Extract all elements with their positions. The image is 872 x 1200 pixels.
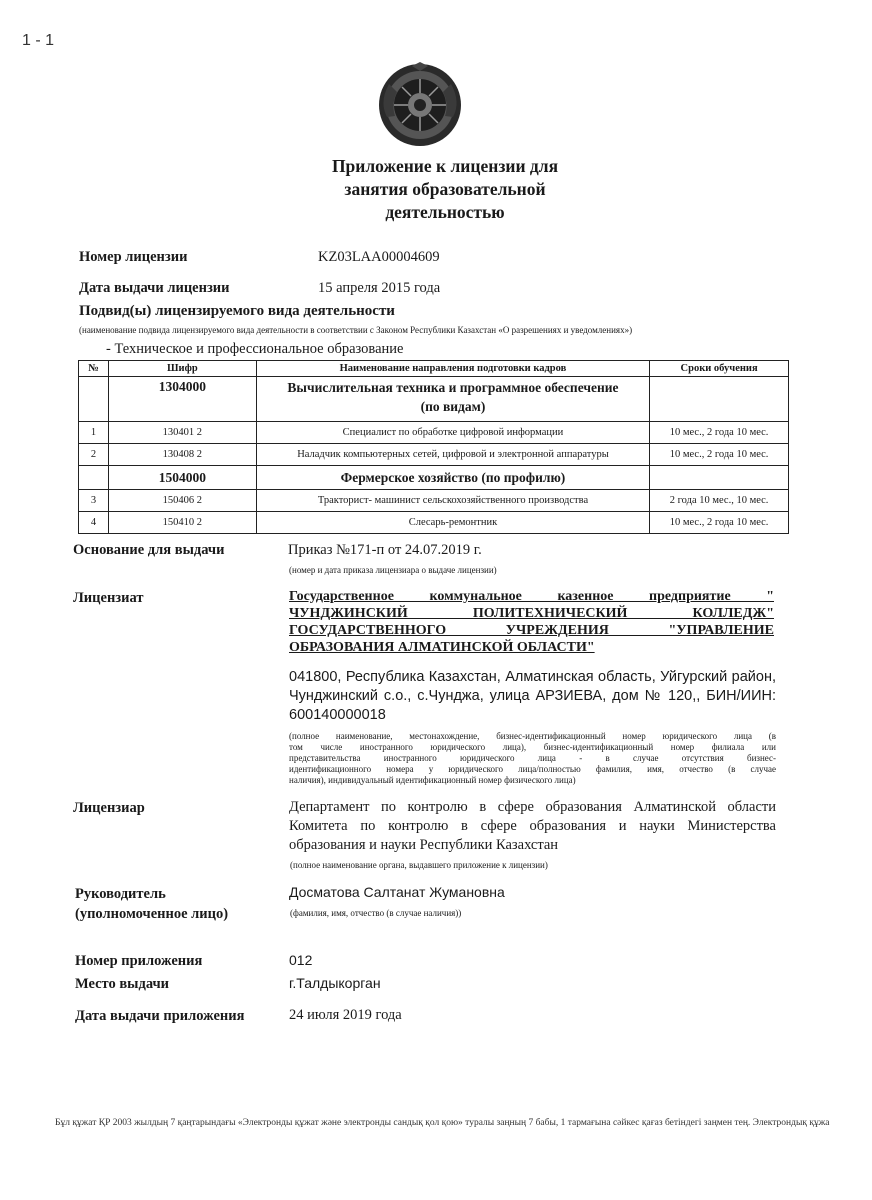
- licensee-address-line-1: 041800, Республика Казахстан, Алматинская область, Уйгурский район,: [289, 669, 776, 685]
- state-emblem-icon: [377, 62, 463, 148]
- appendix-number-value: 012: [289, 952, 313, 968]
- licensee-note-line-5: наличия), индивидуальный идентификационный номер физического лица): [289, 775, 576, 785]
- row-term: 10 мес., 2 года 10 мес.: [650, 444, 789, 466]
- table-row: [79, 444, 789, 466]
- license-date-value: 15 апреля 2015 года: [318, 280, 441, 296]
- licensee-note-line-2: том числе иностранного юридического лица), бизнес-идентификационный номер филиала или: [289, 742, 776, 752]
- head-label-line-2: (уполномоченное лицо): [75, 906, 229, 922]
- licensee-name-line-1: Государственное коммунальное казенное предприятие ": [289, 589, 774, 604]
- basis-label: Основание для выдачи: [73, 542, 225, 558]
- licensee-name: [289, 588, 774, 656]
- table-group-row: [79, 377, 789, 422]
- license-date-label: Дата выдачи лицензии: [79, 280, 230, 296]
- licensee-address-line-3: 600140000018: [289, 707, 386, 723]
- table-row: [79, 422, 789, 444]
- table-row: [79, 490, 789, 512]
- head-label: [75, 884, 228, 924]
- col-header-term: Сроки обучения: [650, 361, 789, 377]
- footer-legal-note: Бұл құжат ҚР 2003 жылдың 7 қаңтарындағы «Электронды құжат және электронды сандық қол қою» туралы заңның 7 бабы, 1 тармағына сәйкес қағаз бетіндегі заңмен тең. Электрондық құжа: [55, 1118, 830, 1128]
- document-title: [230, 155, 660, 224]
- licensee-note-line-1: (полное наименование, местонахождение, бизнес-идентификационный номер юридического лица (в: [289, 731, 776, 741]
- row-no: 3: [79, 490, 109, 512]
- licensee-name-line-3: ГОСУДАРСТВЕННОГО УЧРЕЖДЕНИЯ "УПРАВЛЕНИЕ: [289, 623, 774, 638]
- license-number-value: KZ03LAA00004609: [318, 249, 440, 265]
- licensor-line-2: Комитета по контролю в сфере образования и науки Министерства: [289, 818, 776, 834]
- col-header-code: Шифр: [108, 361, 256, 377]
- licensee-name-line-2: ЧУНДЖИНСКИЙ ПОЛИТЕХНИЧЕСКИЙ КОЛЛЕДЖ": [289, 606, 774, 621]
- specialties-table: [78, 360, 789, 534]
- col-header-name: Наименование направления подготовки кадров: [256, 361, 649, 377]
- appendix-place-label: Место выдачи: [75, 976, 170, 992]
- basis-note: (номер и дата приказа лицензиара о выдаче лицензии): [289, 565, 497, 575]
- licensor-note: (полное наименование органа, выдавшего приложение к лицензии): [290, 860, 548, 870]
- licensee-address-line-2: Чунджинский с.о., с.Чунджа, улица АРЗИЕВА, дом № 120,, БИН/ИИН:: [289, 688, 776, 704]
- appendix-number-label: Номер приложения: [75, 953, 203, 969]
- licensor-line-3: образования и науки Республики Казахстан: [289, 837, 559, 853]
- licensee-address: [289, 668, 776, 725]
- subtype-value: - Техническое и профессиональное образование: [106, 341, 404, 357]
- row-code: 150410 2: [108, 512, 256, 534]
- row-name: Специалист по обработке цифровой информации: [256, 422, 649, 444]
- col-header-no: №: [79, 361, 109, 377]
- appendix-date-label: Дата выдачи приложения: [75, 1008, 245, 1024]
- licensee-note: [289, 731, 776, 786]
- table-header-row: [79, 361, 789, 377]
- row-term: 2 года 10 мес., 10 мес.: [650, 490, 789, 512]
- licensor-line-1: Департамент по контролю в сфере образования Алматинской области: [289, 799, 776, 815]
- table-row: [79, 512, 789, 534]
- licensee-note-line-3: представительства иностранного юридического лица - в случае отсутствия бизнес-: [289, 753, 776, 763]
- head-value: Досматова Салтанат Жумановна: [289, 884, 505, 900]
- group-name-line-2: (по видам): [420, 399, 486, 414]
- licensor-value: [289, 798, 776, 855]
- row-no: 1: [79, 422, 109, 444]
- row-name: Наладчик компьютерных сетей, цифровой и электронной аппаратуры: [256, 444, 649, 466]
- row-code: 130401 2: [108, 422, 256, 444]
- subtype-heading: Подвид(ы) лицензируемого вида деятельности: [79, 303, 395, 319]
- group-code: 1504000: [108, 466, 256, 490]
- licensee-name-line-4: ОБРАЗОВАНИЯ АЛМАТИНСКОЙ ОБЛАСТИ": [289, 640, 595, 655]
- license-number-label: Номер лицензии: [79, 249, 188, 265]
- licensee-note-line-4: идентификационного номера у юридического лица/полностью фамилия, имя, отчество (в случае: [289, 764, 776, 774]
- row-term: 10 мес., 2 года 10 мес.: [650, 512, 789, 534]
- subtype-note: (наименование подвида лицензируемого вида деятельности в соответствии с Законом Республики Казахстан «О разрешениях и уведомлениях»): [79, 325, 633, 335]
- group-name: [256, 377, 649, 422]
- page-marker: 1 - 1: [22, 32, 55, 49]
- appendix-date-value: 24 июля 2019 года: [289, 1007, 402, 1023]
- table-group-row: [79, 466, 789, 490]
- row-code: 150406 2: [108, 490, 256, 512]
- head-label-line-1: Руководитель: [75, 886, 166, 902]
- title-line-1: Приложение к лицензии для: [331, 156, 559, 176]
- row-term: 10 мес., 2 года 10 мес.: [650, 422, 789, 444]
- row-name: Слесарь-ремонтник: [256, 512, 649, 534]
- title-line-3: деятельностью: [385, 202, 505, 222]
- licensee-label: Лицензиат: [73, 590, 144, 606]
- row-code: 130408 2: [108, 444, 256, 466]
- basis-value: Приказ №171-п от 24.07.2019 г.: [288, 542, 482, 558]
- group-name-line-1: Вычислительная техника и программное обеспечение: [287, 380, 619, 395]
- appendix-place-value: г.Талдыкорган: [289, 975, 381, 991]
- group-code: 1304000: [108, 377, 256, 422]
- row-name: Тракторист- машинист сельскохозяйственного производства: [256, 490, 649, 512]
- head-note: (фамилия, имя, отчество (в случае наличия)): [290, 908, 462, 918]
- row-no: 2: [79, 444, 109, 466]
- row-no: 4: [79, 512, 109, 534]
- group-name: Фермерское хозяйство (по профилю): [256, 466, 649, 490]
- licensor-label: Лицензиар: [73, 800, 145, 816]
- title-line-2: занятия образовательной: [344, 179, 546, 199]
